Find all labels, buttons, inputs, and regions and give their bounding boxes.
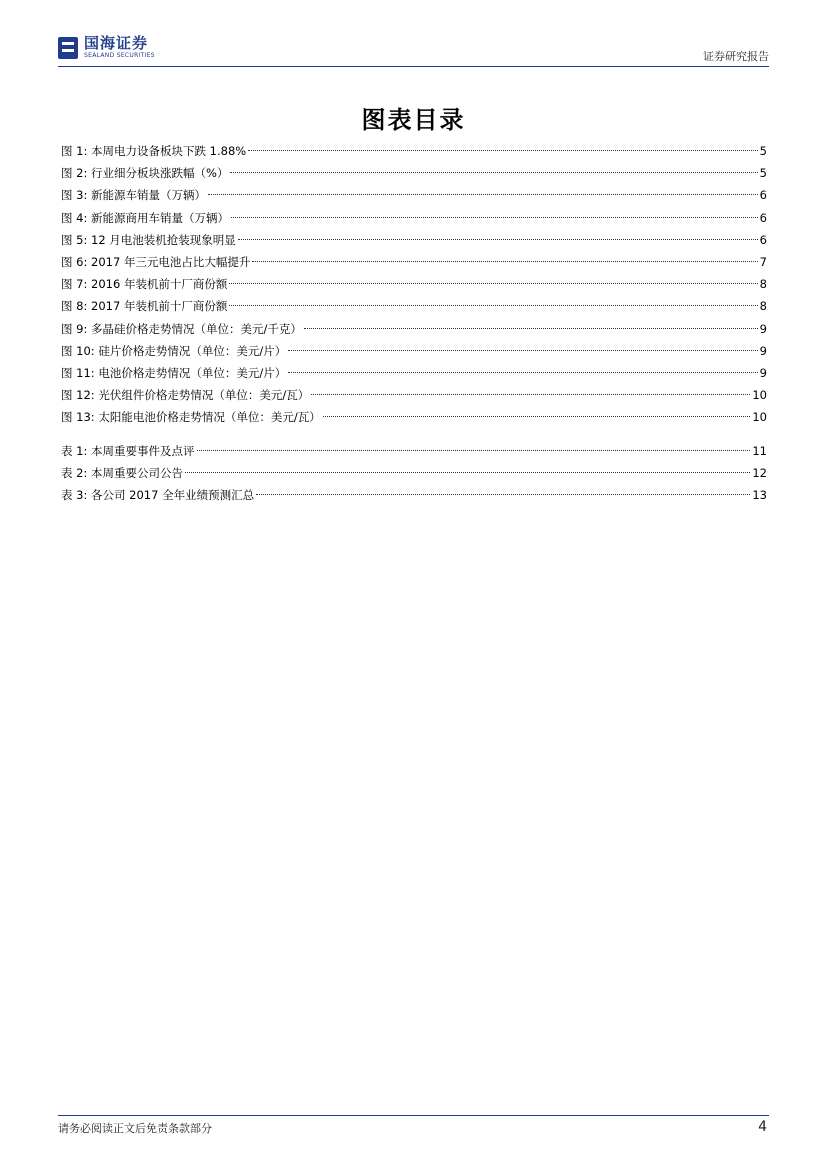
dot-leader	[238, 239, 758, 240]
entry-page: 11	[752, 444, 767, 458]
entry-label: 图 9:	[61, 321, 88, 336]
logo-english-name: SEALAND SECURITIES	[84, 52, 155, 59]
entry-page: 12	[752, 466, 767, 481]
entry-label: 表 1:	[61, 444, 88, 458]
entry-page: 8	[759, 299, 767, 314]
toc-entry[interactable]	[61, 251, 767, 273]
entry-title: 电池价格走势情况（单位：美元/片）	[98, 365, 287, 380]
entry-label: 图 11:	[61, 365, 95, 380]
entry-page: 6	[759, 232, 767, 247]
report-type-label: 证券研究报告	[703, 50, 769, 63]
toc-entry[interactable]	[61, 484, 767, 506]
entry-title: 本周重要事件及点评	[91, 444, 195, 458]
entry-title: 12 月电池装机抢装现象明显	[91, 232, 236, 247]
page-title: 图表目录	[361, 106, 466, 134]
toc-entry[interactable]	[61, 207, 767, 229]
dot-leader	[208, 194, 758, 195]
entry-title: 光伏组件价格走势情况（单位：美元/瓦）	[98, 388, 310, 403]
entry-label: 图 4:	[61, 210, 88, 225]
entry-label: 图 3:	[61, 188, 88, 203]
toc-entry[interactable]	[61, 229, 767, 251]
entry-page: 5	[759, 144, 767, 158]
dot-leader	[230, 172, 757, 173]
entry-label: 图 12:	[61, 388, 95, 403]
entry-page: 10	[752, 388, 767, 403]
footer-divider	[58, 1115, 769, 1116]
page-number: 4	[758, 1119, 767, 1135]
toc-entry[interactable]	[61, 318, 767, 340]
dot-leader	[231, 217, 758, 218]
table-list	[61, 440, 767, 507]
sealand-logo-icon	[58, 37, 78, 59]
entry-title: 新能源车销量（万辆）	[91, 188, 207, 203]
entry-title: 新能源商用车销量（万辆）	[91, 210, 230, 225]
entry-label: 图 13:	[61, 410, 95, 425]
dot-leader	[229, 283, 757, 284]
entry-label: 图 5:	[61, 232, 88, 247]
entry-title: 多晶硅价格走势情况（单位：美元/千克）	[91, 321, 302, 336]
entry-title: 本周重要公司公告	[91, 466, 184, 481]
entry-page: 8	[759, 277, 767, 292]
toc-entry[interactable]	[61, 140, 767, 162]
entry-label: 图 6:	[61, 254, 88, 269]
dot-leader	[248, 150, 757, 151]
entry-title: 太阳能电池价格走势情况（单位：美元/瓦）	[98, 410, 321, 425]
entry-label: 图 10:	[61, 343, 95, 358]
toc-entry[interactable]	[61, 184, 767, 206]
entry-page: 6	[759, 188, 767, 203]
dot-leader	[288, 350, 757, 351]
entry-page: 9	[759, 343, 767, 358]
dot-leader	[311, 394, 750, 395]
toc-entry[interactable]	[61, 340, 767, 362]
dot-leader	[229, 305, 757, 306]
logo-chinese-name: 国海证券	[84, 34, 149, 52]
entry-label: 图 1:	[61, 144, 88, 158]
toc-entry[interactable]	[61, 384, 767, 406]
entry-page: 10	[752, 410, 767, 425]
entry-label: 表 2:	[61, 466, 88, 481]
entry-page: 7	[759, 254, 767, 269]
company-logo	[58, 36, 155, 59]
entry-title: 硅片价格走势情况（单位：美元/片）	[98, 343, 287, 358]
toc-entry[interactable]	[61, 406, 767, 428]
figure-list	[61, 140, 767, 428]
entry-page: 5	[759, 166, 767, 181]
entry-label: 表 3:	[61, 488, 88, 503]
dot-leader	[252, 261, 757, 262]
toc-entry[interactable]	[61, 273, 767, 295]
entry-page: 9	[759, 365, 767, 380]
toc-entry[interactable]	[61, 362, 767, 384]
entry-label: 图 2:	[61, 166, 88, 181]
disclaimer-note: 请务必阅读正文后免责条款部分	[58, 1122, 212, 1135]
toc-entry[interactable]	[61, 440, 767, 462]
entry-title: 2017 年装机前十厂商份额	[91, 299, 228, 314]
dot-leader	[185, 472, 750, 473]
entry-label: 图 7:	[61, 277, 88, 292]
entry-title: 2016 年装机前十厂商份额	[91, 277, 228, 292]
dot-leader	[256, 494, 750, 495]
dot-leader	[304, 328, 758, 329]
entry-page: 6	[759, 210, 767, 225]
entry-label: 图 8:	[61, 299, 88, 314]
toc-entry[interactable]	[61, 462, 767, 484]
entry-title: 各公司 2017 全年业绩预测汇总	[91, 488, 255, 503]
toc-entry[interactable]	[61, 162, 767, 184]
dot-leader	[323, 416, 751, 417]
dot-leader	[197, 450, 751, 451]
entry-page: 13	[752, 488, 767, 503]
entry-title: 本周电力设备板块下跌 1.88%	[91, 144, 247, 158]
entry-page: 9	[759, 321, 767, 336]
page-header	[58, 36, 769, 66]
entry-title: 行业细分板块涨跌幅（%）	[91, 166, 229, 181]
dot-leader	[288, 372, 757, 373]
entry-title: 2017 年三元电池占比大幅提升	[91, 254, 251, 269]
toc-entry[interactable]	[61, 295, 767, 317]
header-divider	[58, 66, 769, 67]
